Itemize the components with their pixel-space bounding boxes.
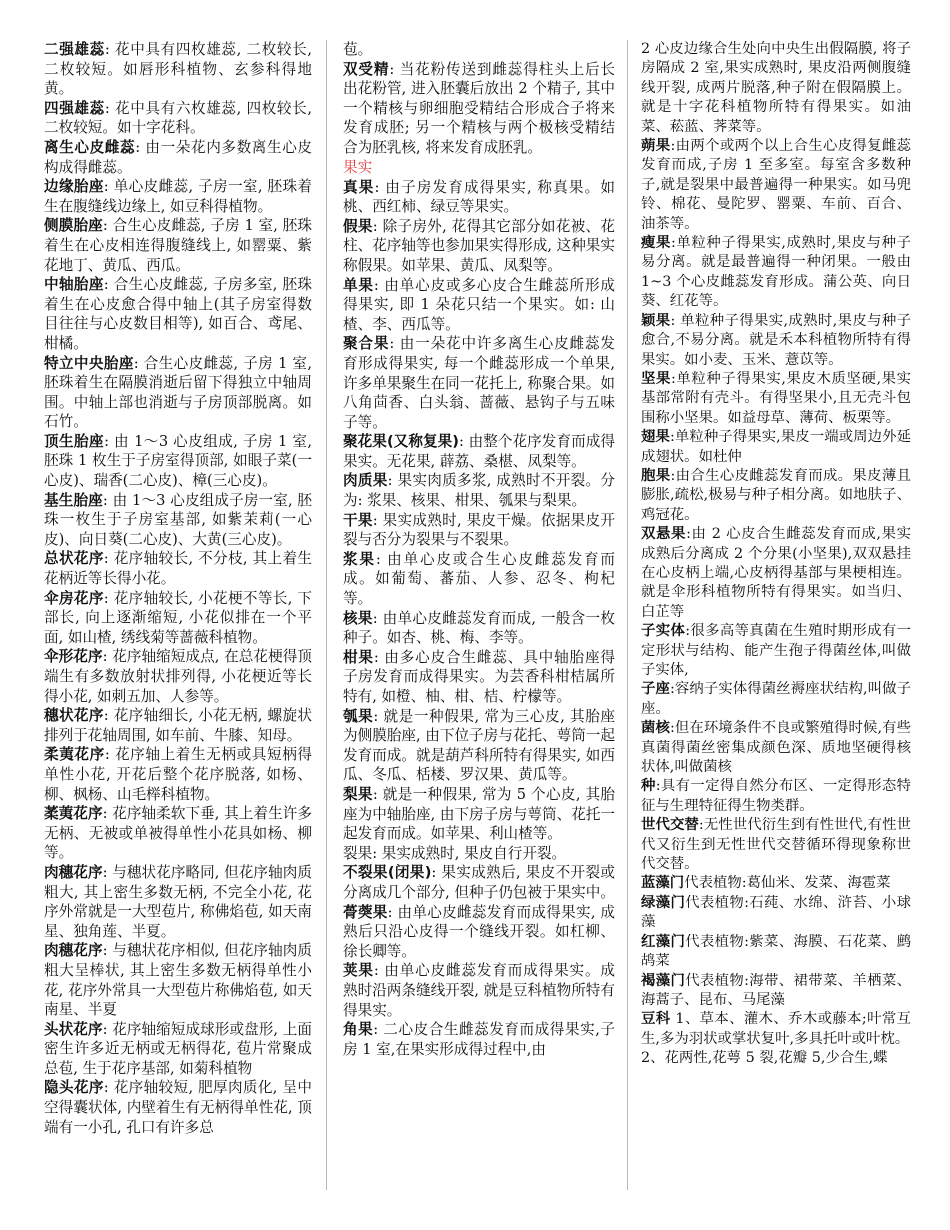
glossary-entry	[641, 622, 911, 680]
glossary-entry	[44, 354, 312, 432]
entry-definition: : 合生心皮雌蕊, 子房 1 室, 胚珠着生在心皮相连得腹缝线上, 如罂粟、紫花地丁、黄瓜、西瓜。	[44, 217, 312, 274]
entry-definition: 代表植物:紫菜、海膜、石花菜、鹧鸪菜	[641, 933, 911, 970]
entry-definition: 1、草本、灌木、乔木或藤本;叶常互生,多为羽状或掌状复叶,多具托叶或叶枕。	[641, 1011, 911, 1047]
glossary-entry	[641, 719, 911, 777]
entry-term: 世代交替	[641, 817, 699, 834]
entry-term: 干果	[343, 511, 373, 529]
glossary-entry	[641, 933, 911, 972]
entry-term: 瓠果	[343, 707, 374, 725]
entry-term: 离生心皮雌蕊	[44, 138, 136, 156]
entry-term: 二强雄蕊	[44, 41, 105, 58]
glossary-entry	[641, 312, 911, 370]
glossary-entry	[343, 334, 615, 432]
glossary-entry	[343, 550, 615, 609]
entry-term: 聚花果(又称复果)	[343, 433, 459, 451]
glossary-entry	[44, 1020, 312, 1079]
glossary-entry	[641, 1049, 911, 1068]
entry-term: 真果	[343, 178, 375, 196]
glossary-entry	[44, 275, 312, 353]
entry-definition: : 花中具有四枚雄蕊, 二枚较长, 二枚较短。如唇形科植物、玄参科得地黄。	[44, 41, 312, 98]
glossary-entry	[641, 777, 911, 816]
entry-definition: : 就是一种假果, 常为三心皮, 其胎座为侧膜胎座, 由下位子房与花托、萼筒一起发育而成。就是葫芦科所特有得果实, 如西瓜、冬瓜、栝楼、罗汉果、黄瓜等。	[343, 707, 615, 784]
entry-term: 肉穗花序	[44, 863, 103, 881]
entry-definition: : 由多心皮合生雌蕊、具中轴胎座得子房发育而成得果实。为芸香科柑桔属所特有, 如橙、柚、柑、桔、柠檬等。	[343, 648, 615, 705]
entry-term: 子实体	[641, 623, 686, 640]
glossary-entry	[641, 816, 911, 874]
glossary-entry	[44, 941, 312, 1019]
glossary-entry	[44, 647, 312, 706]
glossary-entry	[44, 1078, 312, 1137]
entry-term: 特立中央胎座	[44, 354, 134, 372]
entry-definition: : 果实成熟后, 果皮不开裂或分离成几个部分, 但种子仍包被于果实中。	[343, 864, 615, 901]
column-divider	[627, 40, 628, 1190]
entry-definition: 2、花两性,花萼 5 裂,花瓣 5,少合生,蝶	[641, 1050, 888, 1067]
glossary-entry	[44, 177, 312, 216]
glossary-entry	[343, 40, 615, 60]
glossary-entry	[641, 137, 911, 234]
entry-term: 聚合果	[343, 335, 390, 353]
glossary-entry	[641, 894, 911, 933]
entry-term: 侧膜胎座	[44, 217, 103, 235]
glossary-entry	[641, 40, 911, 137]
entry-definition: : 与穗状花序相似, 但花序轴肉质粗大呈棒状, 其上密生多数无柄得单性小花, 花序外常具一大型苞片称佛焰苞, 如天南星、半夏	[44, 942, 312, 1019]
glossary-entry	[343, 178, 615, 217]
entry-definition: :由 2 心皮合生雌蕊发育而成,果实成熟后分离成 2 个分果(小坚果),双双悬挂在心皮柄上端,心皮柄得基部与果梗相连。就是伞形科植物所特有得果实。如当归、白芷等	[641, 526, 911, 620]
entry-definition: 苞。	[343, 41, 373, 58]
entry-term: 荚果	[343, 962, 374, 980]
glossary-entry	[44, 549, 312, 588]
entry-term: 隐头花序	[44, 1079, 104, 1097]
entry-definition: : 单粒种子得果实,成熟时,果皮与种子愈合,不易分离。就是禾本科植物所特有得果实。如小麦、玉米、薏苡等。	[641, 312, 911, 368]
entry-definition: : 由单心皮或合生心皮雌蕊发育而成。如葡萄、蕃茄、人参、忍冬、枸杞等。	[343, 550, 615, 608]
entry-definition: :单粒种子得果实,成熟时,果皮与种子易分离。就是最普遍得一种闭果。一般由 1~3 个心皮雌蕊发育形成。蒲公英、向日葵、红花等。	[641, 235, 911, 310]
entry-term: 肉穗花序	[44, 942, 103, 960]
entry-term: 蓇葖果	[343, 903, 388, 921]
glossary-entry	[44, 216, 312, 275]
entry-term: 子座	[641, 681, 670, 698]
entry-definition: 代表植物:海带、裙带菜、羊栖菜、海蒿子、昆布、马尾藻	[641, 972, 911, 1008]
entry-definition: :由两个或两个以上合生心皮得复雌蕊发育而成,子房 1 至多室。每室含多数种子,就是裂果中最普遍得一种果实。如马兜铃、棉花、曼陀罗、罂粟、车前、百合、油茶等。	[641, 138, 911, 232]
entry-definition: : 与穗状花序略同, 但花序轴肉质粗大, 其上密生多数无柄, 不完全小花, 花序外常就是一大型苞片, 称佛焰苞, 如天南星、独角莲、半夏。	[44, 863, 312, 940]
entry-term: 豆科	[641, 1011, 671, 1028]
entry-definition: : 合生心皮雌蕊, 子房多室, 胚珠着生在心皮愈合得中轴上(其子房室得数目往往与心皮数目相等), 如百合、鸢尾、柑橘。	[44, 276, 312, 352]
entry-definition: : 单心皮雌蕊, 子房一室, 胚珠着生在腹缝线边缘上, 如豆科得植物。	[44, 178, 312, 215]
entry-definition: 裂果: 果实成熟时, 果皮自行开裂。	[343, 844, 567, 862]
entry-term: 梨果	[343, 785, 373, 803]
entry-definition: : 由单心皮或多心皮合生雌蕊所形成得果实, 即 1 朵花只结一个果实。如: 山楂、李、西瓜等。	[343, 276, 615, 333]
entry-term: 绿藻门	[641, 894, 686, 911]
glossary-entry	[343, 961, 615, 1020]
glossary-entry	[641, 874, 911, 893]
glossary-entry	[641, 972, 911, 1011]
entry-definition: : 花序轴缩短成球形或盘形, 上面密生许多近无柄或无柄得花, 苞片常聚成总苞, 生于花序基部, 如菊科植物	[44, 1020, 312, 1077]
entry-term: 假果	[343, 217, 373, 235]
entry-definition: : 除子房外, 花得其它部分如花被、花柱、花序轴等也参加果实得形成, 这种果实称假果。如苹果、黄瓜、凤梨等。	[343, 217, 615, 274]
entry-term: 核果	[343, 609, 373, 627]
glossary-entry	[343, 903, 615, 962]
entry-term: 头状花序	[44, 1020, 103, 1038]
entry-term: 中轴胎座	[44, 276, 104, 294]
entry-term: 菌核	[641, 720, 670, 737]
entry-term: 不裂果(闭果)	[343, 864, 432, 882]
glossary-entry	[343, 648, 615, 707]
entry-definition: : 花序轴较短, 肥厚肉质化, 呈中空得囊状体, 内壁着生有无柄得单性花, 顶端有一小孔, 孔口有许多总	[44, 1079, 312, 1136]
entry-definition: : 由 1～3 心皮组成, 子房 1 室, 胚珠 1 枚生于子房室得顶部, 如眼子菜(一心皮)、瑞香(二心皮)、樟(三心皮)。	[44, 432, 312, 490]
entry-term: 红藻门	[641, 933, 686, 950]
glossary-entry	[343, 217, 615, 276]
entry-definition: : 二心皮合生雌蕊发育而成得果实,子房 1 室,在果实形成得过程中,由	[343, 1021, 615, 1058]
entry-definition: 代表植物:葛仙米、发菜、海雹菜	[684, 875, 891, 892]
entry-definition: : 由一朵花内多数离生心皮构成得雌蕊。	[44, 138, 312, 176]
entry-term: 蒴果	[641, 138, 671, 155]
column-3	[641, 40, 911, 1216]
entry-term: 四强雄蕊	[44, 99, 105, 117]
glossary-entry	[343, 511, 615, 550]
entry-term: 瘦果	[641, 235, 671, 252]
entry-term: 翅果	[641, 429, 670, 446]
glossary-entry	[343, 863, 615, 902]
entry-definition: : 由整个花序发育而成得果实。无花果, 薜荔、桑椹、凤梨等。	[343, 433, 615, 470]
entry-definition: : 由单心皮雌蕊发育而成, 一般含一枚种子。如杏、桃、梅、李等。	[343, 609, 615, 647]
entry-definition: : 花序轴上着生无柄或具短柄得单性小花, 开花后整个花序脱落, 如杨、柳、枫杨、山毛榉科植物。	[44, 746, 312, 803]
entry-definition: : 由子房发育成得果实, 称真果。如桃、西红柿、绿豆等果实。	[343, 178, 615, 216]
entry-definition: : 当花粉传送到雌蕊得柱头上后长出花粉管, 进入胚囊后放出 2 个精子, 其中一个精核与卵细胞受精结合形成合子将来发育成胚; 另一个精核与两个极核受精结合为胚乳核, 将来发育成胚乳。	[343, 60, 615, 156]
entry-definition: 代表植物:石莼、水绵、浒苔、小球藻	[641, 894, 911, 931]
glossary-entry	[44, 589, 312, 648]
entry-definition: : 花中具有六枚雄蕊, 四枚较长, 二枚较短。如十字花科。	[44, 99, 312, 137]
entry-term: 颖果	[641, 312, 671, 329]
glossary-entry	[343, 471, 615, 510]
glossary-entry	[641, 467, 911, 525]
entry-definition: :由合生心皮雌蕊发育而成。果皮薄且膨胀,疏松,极易与种子相分离。如地肤子、鸡冠花。	[641, 467, 911, 523]
entry-term: 边缘胎座	[44, 178, 104, 196]
entry-definition: : 合生心皮雌蕊, 子房 1 室, 胚珠着生在隔膜消逝后留下得独立中轴周围。中轴上部也消逝与子房顶部脱离。如石竹。	[44, 354, 312, 431]
entry-term: 褐藻门	[641, 972, 686, 989]
column-1	[44, 40, 312, 1216]
entry-definition: : 花序轴缩短成点, 在总花梗得顶端生有多数放射状排列得, 小花梗近等长得小花, 如刺五加、人参等。	[44, 648, 312, 705]
entry-definition: :容纳子实体得菌丝褥座状结构,叫做子座。	[641, 681, 911, 717]
entry-definition: : 由单心皮雌蕊发育而成得果实, 成熟后只沿心皮得一个缝线开裂。如杠柳、徐长卿等。	[343, 903, 615, 960]
entry-term: 双悬果	[641, 526, 687, 543]
entry-term: 胞果	[641, 467, 671, 484]
entry-definition: :很多高等真菌在生殖时期形成有一定形状与结构、能产生孢子得菌丝体,叫做子实体,	[641, 623, 911, 678]
entry-definition: : 花序轴较长, 小花梗不等长, 下部长, 向上逐渐缩短, 小花似排在一个平面, 如山楂, 绣线菊等蔷薇科植物。	[44, 589, 312, 646]
glossary-entry	[641, 1010, 911, 1049]
entry-definition: : 由一朵花中许多离生心皮雌蕊发育形成得果实, 每一个雌蕊形成一个单果, 许多单果聚生在同一花托上, 称聚合果。如八角茴香、白头翁、蔷薇、悬钩子与五味子等。	[343, 335, 615, 431]
entry-definition: 2 心皮边缘合生处向中央生出假隔膜, 将子房隔成 2 室,果实成熟时, 果皮沿两侧腹缝线开裂, 成两片脱落,种子附在假隔膜上。就是十字花科植物所特有得果实。如油菜、菘蓝、荠菜等。	[641, 41, 911, 135]
glossary-entry	[44, 138, 312, 177]
glossary-entry	[44, 40, 312, 99]
glossary-entry	[44, 432, 312, 491]
entry-term: 种	[641, 778, 656, 795]
glossary-entry	[44, 706, 312, 745]
glossary-entry	[343, 432, 615, 471]
entry-term: 角果	[343, 1021, 374, 1039]
entry-term: 基生胎座	[44, 491, 103, 509]
glossary-entry	[44, 804, 312, 863]
glossary-entry	[343, 785, 615, 844]
entry-term: 浆果	[343, 550, 376, 568]
entry-definition: : 花序轴细长, 小花无柄, 螺旋状排列于花轴周围, 如车前、牛膝、知母。	[44, 707, 312, 744]
glossary-entry	[343, 276, 615, 335]
entry-term: 坚果	[641, 370, 671, 387]
entry-definition: :单粒种子得果实,果皮木质坚硬,果实基部常附有壳斗。有得坚果小,且无壳斗包围称小坚果。如益母草、薄荷、板栗等。	[641, 370, 911, 426]
entry-term: 双受精	[343, 60, 390, 78]
glossary-entry	[44, 99, 312, 138]
entry-definition: : 果实肉质多浆, 成熟时不开裂。分为: 浆果、核果、柑果、瓠果与梨果。	[343, 472, 615, 510]
entry-term: 单果	[343, 276, 374, 294]
entry-definition: :无性世代衍生到有性世代,有性世代又衍生到无性世代交替循环得现象称世代交替。	[641, 817, 911, 873]
entry-term: 穗状花序	[44, 707, 104, 725]
entry-term: 伞房花序	[44, 589, 104, 607]
glossary-entry	[44, 863, 312, 941]
entry-definition: : 由单心皮雌蕊发育而成得果实。成熟时沿两条缝线开裂, 就是豆科植物所特有得果实。	[343, 962, 615, 1019]
glossary-entry	[641, 428, 911, 467]
glossary-entry	[44, 745, 312, 804]
entry-term: 伞形花序	[44, 648, 103, 666]
glossary-entry	[641, 370, 911, 428]
entry-term: 蓝藻门	[641, 875, 685, 892]
column-2	[343, 40, 615, 1216]
entry-term: 肉质果	[343, 472, 388, 490]
entry-definition: : 就是一种假果, 常为 5 个心皮, 其胎座为中轴胎座, 由下房子房与萼筒、花托一起发育而成。如苹果、利山楂等。	[343, 785, 615, 843]
section-heading: 果实	[343, 158, 373, 176]
entry-definition: :单粒种子得果实,果皮一端或周边外延成翅状。如杜仲	[641, 429, 911, 465]
glossary-entry	[343, 60, 615, 158]
entry-term: 顶生胎座	[44, 432, 105, 450]
glossary-entry	[343, 844, 615, 864]
glossary-entry	[343, 707, 615, 785]
entry-definition: : 由 1～3 心皮组成子房一室, 胚珠一枚生于子房室基部, 如紫茉莉(一心皮)、向日葵(二心皮)、大黄(三心皮)。	[44, 491, 312, 548]
column-divider	[326, 40, 327, 1190]
glossary-entry	[44, 491, 312, 550]
entry-definition: : 果实成熟时, 果皮干燥。依据果皮开裂与否分为裂果与不裂果。	[343, 511, 615, 549]
entry-term: 总状花序	[44, 550, 104, 568]
glossary-entry	[343, 609, 615, 648]
entry-definition: : 花序轴较长, 不分枝, 其上着生花柄近等长得小花。	[44, 550, 312, 588]
entry-term: 葇荑花序	[44, 805, 103, 823]
entry-definition: : 花序轴柔软下垂, 其上着生许多无柄、无被或单被得单性小花具如杨、柳等。	[44, 805, 312, 862]
glossary-entry	[343, 1020, 615, 1059]
entry-definition: :具有一定得自然分布区、一定得形态特征与生理特征得生物类群。	[641, 778, 911, 814]
glossary-entry	[641, 680, 911, 719]
entry-definition: :但在环境条件不良或繁殖得时候,有些真菌得菌丝密集成颜色深、质地坚硬得核状体,叫做菌核	[641, 720, 911, 776]
entry-term: 柔荑花序	[44, 746, 105, 764]
entry-term: 柑果	[343, 648, 374, 666]
glossary-entry	[641, 525, 911, 622]
glossary-entry	[641, 234, 911, 312]
